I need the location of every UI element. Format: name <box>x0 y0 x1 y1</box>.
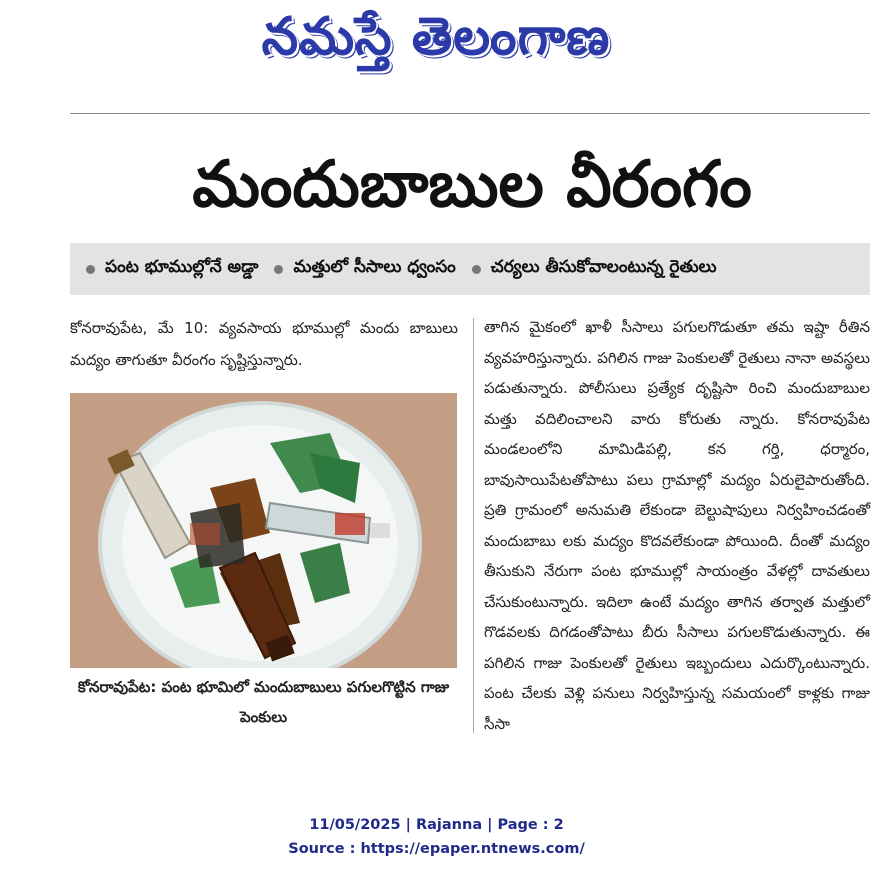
subheadline-item <box>86 257 258 281</box>
masthead-logo: నమస్తే తెలంగాణ <box>261 7 611 67</box>
bullet-icon <box>86 265 95 274</box>
subheadline-item <box>472 257 717 281</box>
column-divider <box>473 318 474 733</box>
headline: మందుబాబుల వీరంగం <box>192 148 752 222</box>
footer-source-link[interactable]: Source : https://epaper.ntnews.com/ <box>288 841 585 857</box>
subheadline-bar <box>70 243 870 295</box>
news-photo <box>70 393 457 668</box>
photo-caption: కోనరావుపేట: పంట భూమిలో మందుబాబులు పగులగొట్టిన గాజు పెంకులు <box>77 678 450 726</box>
article-body: తాగిన మైకంలో ఖాళీ సీసాలు పగులగొడుతూ తమ ఇష్టా రీతిన వ్యవహరిస్తున్నారు. పగిలిన గాజు పెంకులతో రైతులు నానా అవస్థలు పడుతున్నారు. పోలీసులు ప్రత్యేక దృష్టిసా రించి మందుబాబుల మత్తు వదిలించాలని వారు కోరుతు న్నారు. కోనరావుపేట మండలంలోని మామిడిపల్లి, కన గర్తి, ధర్మారం, బావుసాయిపేటతోపాటు పలు గ్రామాల్లో మద్యం ఏరులైపారుతోంది. ప్రతి గ్రామంలో అనుమతి లేకుండా బెల్టుషాపులు నిర్వహించడంతో మందుబాబు లకు మద్యం కొదవలేకుండా పోయింది. దీంతో మద్యం తీసుకుని నేరుగా పంట భూముల్లో సాయంత్రం వేళల్లో దావతులు చేసుకుంటున్నారు. ఇదిలా ఉంటే మద్యం తాగిన తర్వాత మత్తులో గొడవలకు దిగడంతోపాటు బీరు సీసాలు పగులకొడుతున్నారు. ఈ పగిలిన గాజు పెంకులతో రైతులు ఇబ్బందులు ఎదుర్కొంటున్నారు. పంట చేలకు వెళ్లి పనులు నిర్వహిస్తున్న సమయంలో కాళ్లకు గాజు సీసా <box>484 318 870 733</box>
article-lead: కోనరావుపేట, మే 10: వ్యవసాయ భూముల్లో మందు బాబులు మద్యం తాగుతూ వీరంగం సృష్టిస్తున్నారు. <box>70 319 458 369</box>
subheadline-text: పంట భూముల్లోనే అడ్డా <box>105 257 259 277</box>
footer <box>0 813 873 861</box>
subheadline-text: మత్తులో సీసాలు ధ్వంసం <box>293 257 456 277</box>
bullet-icon <box>472 265 481 274</box>
subheadline-item <box>274 257 455 281</box>
masthead-divider <box>70 113 870 114</box>
bullet-icon <box>274 265 283 274</box>
subheadline-text: చర్యలు తీసుకోవాలంటున్న రైతులు <box>490 257 717 277</box>
footer-edition-info: 11/05/2025 | Rajanna | Page : 2 <box>309 817 564 833</box>
